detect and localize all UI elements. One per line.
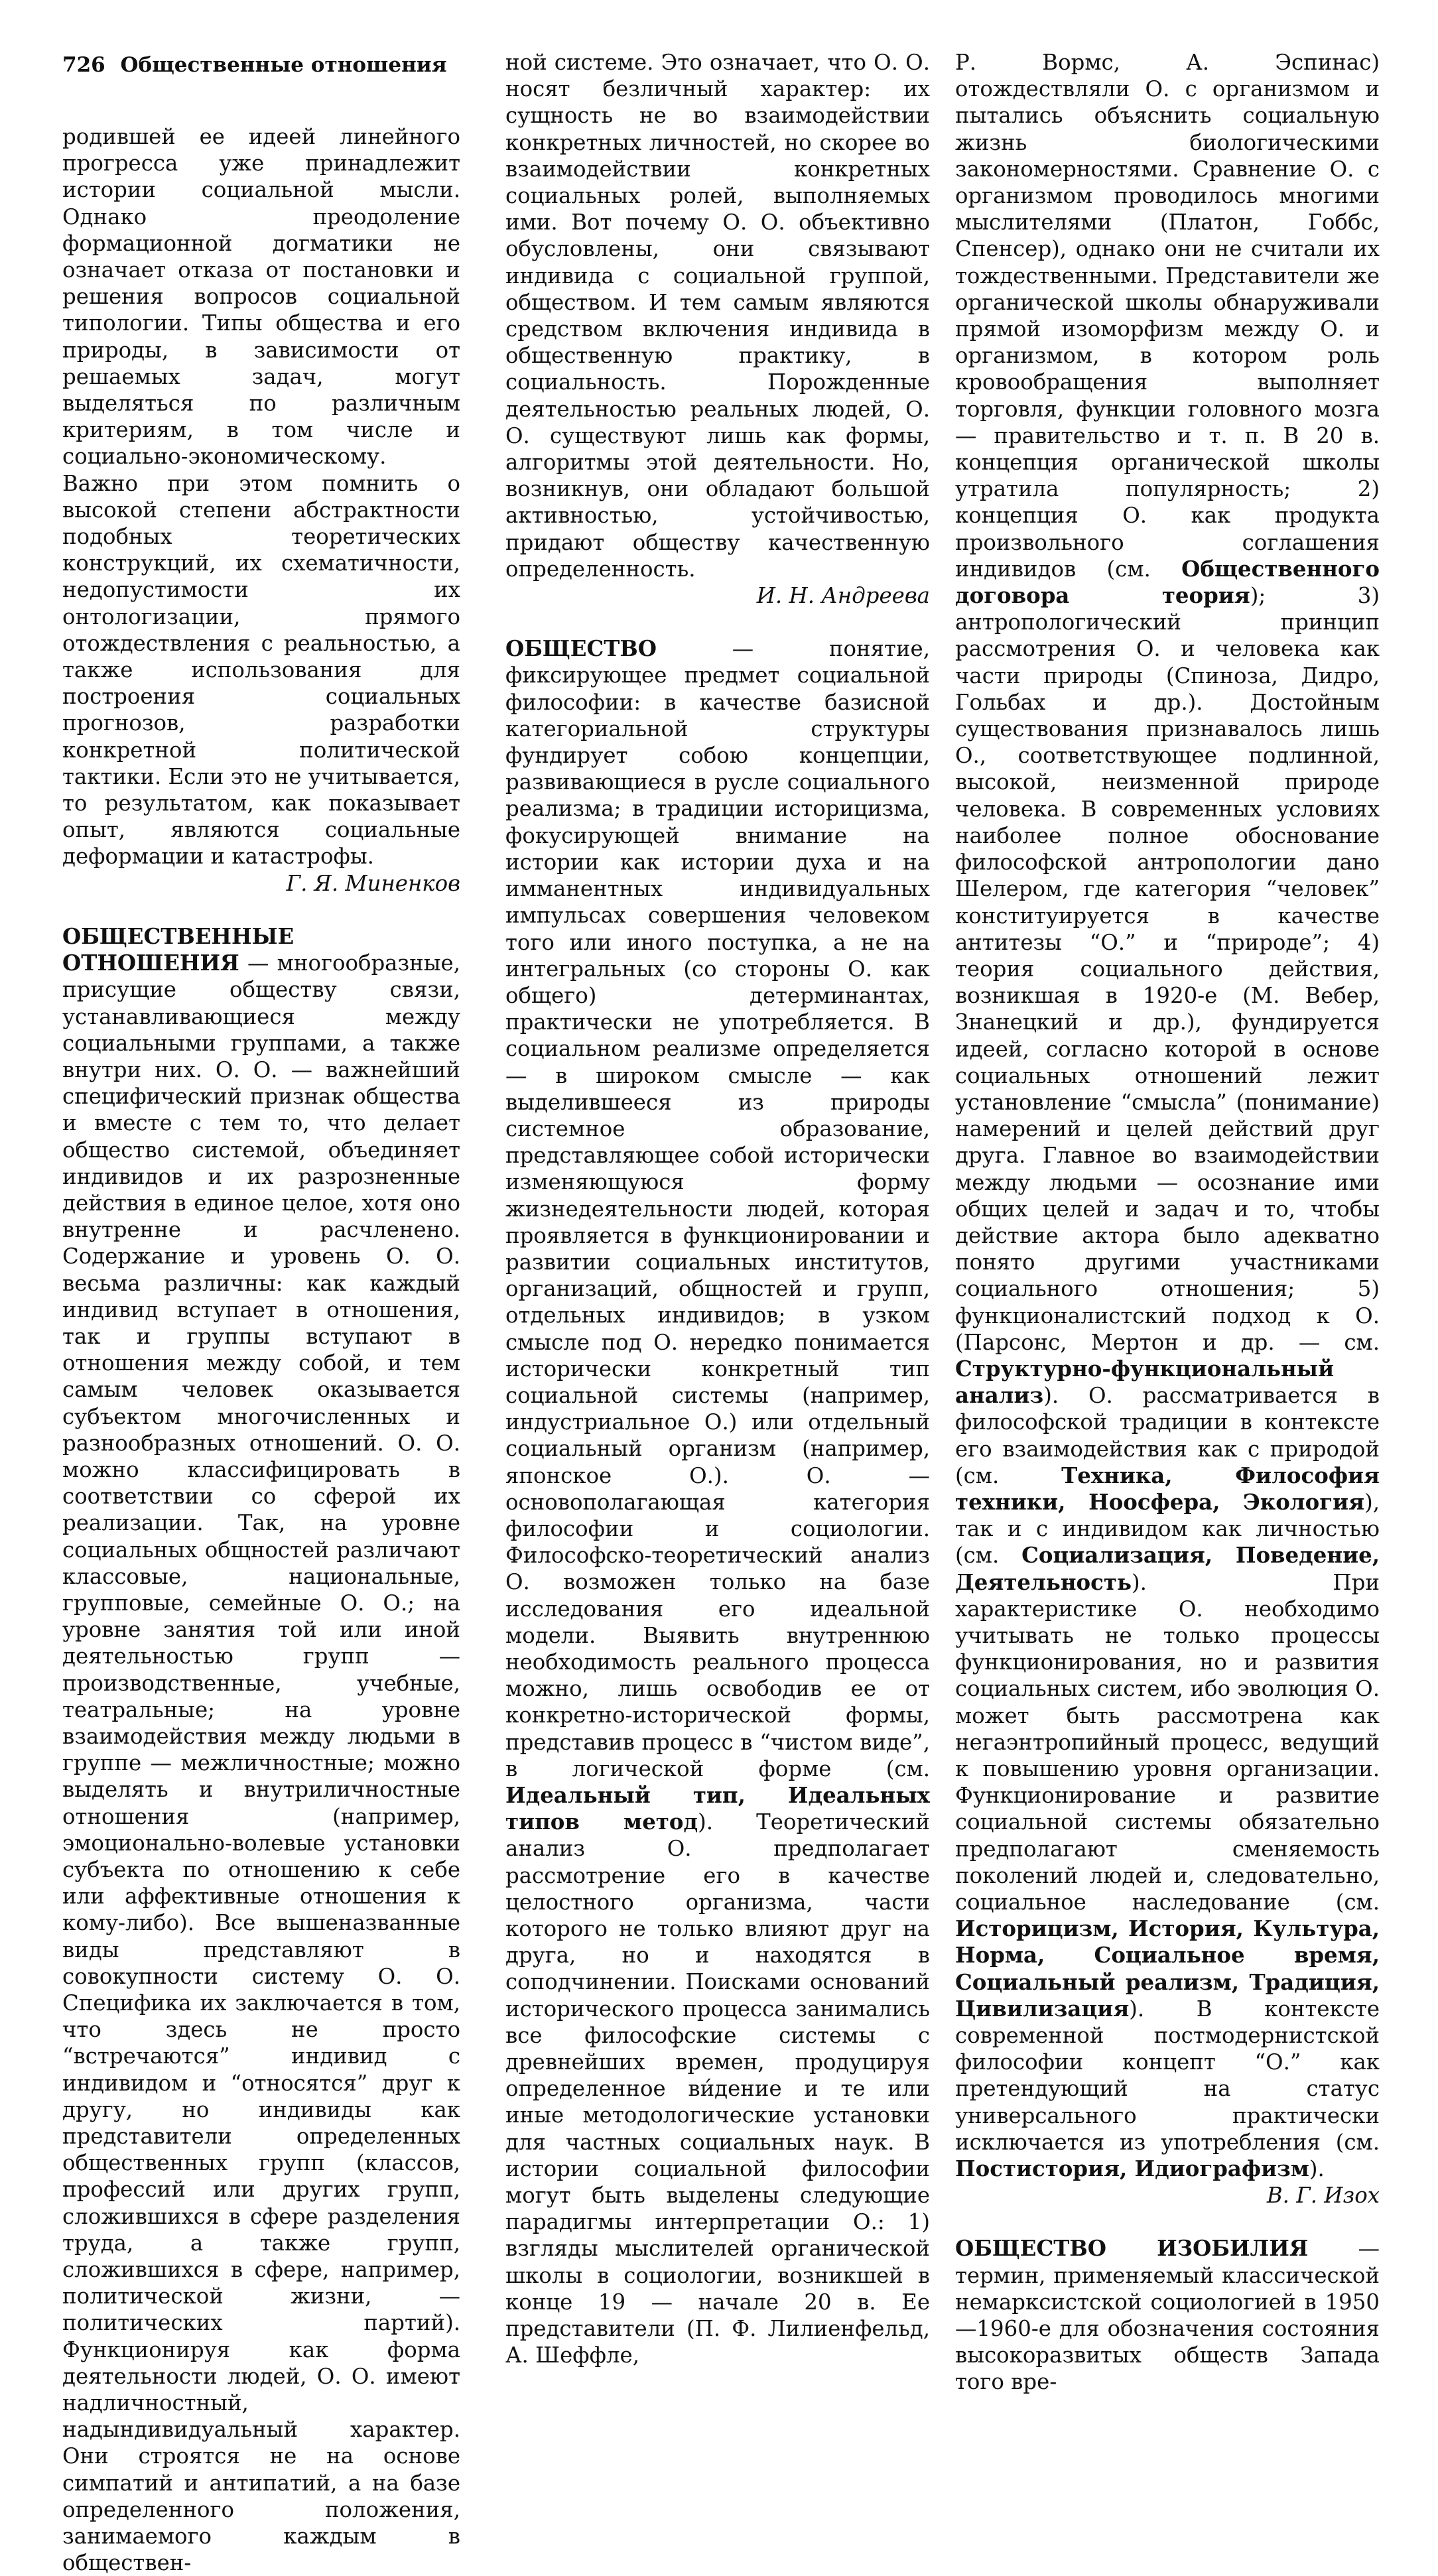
author-signature: И. Н. Андреева — [756, 583, 930, 609]
page-number: 726 — [62, 53, 105, 77]
text-run: ). При характеристике О. необходимо учитывать не только процессы функционирования, но и развития социальных систем, ибо эволюция О. может быть рассмотрена как негаэнтропийный процесс, ведущий к повышению уровня организации. Функционирование и развитие социальной системы обязательно предполагают сменяемость поколений людей и, следовательно, социальное наследование (см. — [955, 1569, 1380, 1915]
entry-term: ОБЩЕСТВЕННЫЕ ОТНОШЕНИЯ — [62, 923, 294, 976]
author-signature: Г. Я. Миненков — [286, 870, 460, 896]
author-signature: В. Г. Изох — [1266, 2183, 1380, 2209]
entry-term: ОБЩЕСТВО ИЗОБИЛИЯ — [955, 2236, 1309, 2262]
text-run: ). — [1309, 2156, 1325, 2182]
cross-reference: Историцизм, История, Культура, Норма, Социальное время, Социальный реализм, Традиция, Цивилизация — [955, 1916, 1380, 2022]
column-2 — [505, 49, 930, 2368]
text-run: ), так и с индивидом как личностью (см. — [955, 1489, 1380, 1569]
entry-text: — термин, применяемый классической немарксистской социологией в 1950—1960-е для обозначения состояния высокоразвитых обществ Запада того вре- — [955, 2236, 1380, 2395]
paragraph — [955, 49, 1380, 2182]
cross-reference: Общественного договора теория — [955, 556, 1380, 609]
entry-text: ). Теоретический анализ О. предполагает рассмотрение его в качестве целостного организма, части которого не только влияют друг на друга, но и находятся в соподчинении. Поисками оснований исторического процесса занимались все философские системы с древнейших времен, продуцируя определенное ви́дение и те или иные методологические установки для частных социальных наук. В истории социальной философии могут быть выделены следующие парадигмы интерпретации О.: 1) взгляды мыслителей органической школы в социологии, возникшей в конце 19 — начале 20 в. Ее представители (П. Ф. Лилиенфельд, А. Шеффле, — [505, 1809, 931, 2368]
entry-paragraph — [505, 635, 930, 2368]
cross-reference: Идеальный тип, Идеальных типов метод — [505, 1783, 930, 1835]
entry-text: — многообразные, присущие обществу связи, устанавливающиеся между социальными группами, а также внутри них. О. О. — важнейший специфический признак общества и вместе с тем то, что делает общество системой, объединяет индивидов и их разрозненные действия в единое целое, хотя оно внутренне и расчленено. Содержание и уровень О. О. весьма различны: как каждый индивид вступает в отношения, так и группы вступают в отношения между собой, и тем самым человек оказывается субъектом многочисленных и разнообразных отношений. О. О. можно классифицировать в соответствии со сферой их реализации. Так, на уровне социальных общностей различают классовые, национальные, групповые, семейные О. О.; на уровне занятия той или иной деятельностью групп — производственные, учебные, театральные; на уровне взаимодействия между людьми в группе — межличностные; можно выделять и внутриличностные отношения (например, эмоционально-волевые установки субъекта по отношению к себе или аффективные отношения к кому-либо). Все вышеназванные виды представляют в совокупности систему О. О. Специфика их заключается в том, что здесь не просто “встречаются” индивид с индивидом и “относятся” друг к другу, но индивиды как представители определенных общественных групп (классов, профессий или других групп, сложившихся в сфере разделения труда, а также групп, сложившихся в сфере, например, политической жизни, — политических партий). Функционируя как форма деятельности людей, О. О. имеют надличностный, надындивидуальный характер. Они строятся не на основе симпатий и антипатий, а на базе определенного положения, занимаемого каждым в обществен- — [62, 950, 460, 2576]
entry-text: — понятие, фиксирующее предмет социальной философии: в качестве базисной категориальной структуры фундирует собою концепции, развивающиеся в русле социального реализма; в традиции историцизма, фокусирующей внимание на истории как истории духа и на имманентных индивидуальных импульсах совершения человеком того или иного поступка, а не на интегральных (со стороны О. как общего) детерминантах, практически не употребляется. В социальном реализме определяется — в широком смысле — как выделившееся из природы системное образование, представляющее собой исторически изменяющуюся форму жизнедеятельности людей, которая проявляется в функционировании и развитии социальных институтов, организаций, общностей и групп, отдельных индивидов; в узком смысле под О. нередко понимается исторически конкретный тип социальной системы (например, индустриальное О.) или отдельный социальный организм (например, японское О.). О. — основополагающая категория философии и социологии. Философско-теоретический анализ О. возможен только на базе исследования его идеальной модели. Выявить внутреннюю необходимость реального процесса можно, лишь освободив ее от конкретно-исторической формы, представив процесс в “чистом виде”, в логической форме (см. — [505, 636, 930, 1781]
running-title: Общественные отношения — [120, 53, 447, 77]
text-run: ); 3) антропологический принцип рассмотрения О. и человека как части природы (Спиноза, Дидро, Гольбах и др.). Достойным существования признавалось лишь О., соответствующее подлинной, высокой, неизменной природе человека. В современных условиях наиболее полное обоснование философской антропологии дано Шелером, где категория “человек” конституируется в качестве антитезы “О.” и “природе”; 4) теория социального действия, возникшая в 1920-е (М. Вебер, Знанецкий и др.), фундируется идеей, согласно которой в основе социальных отношений лежит установление “смысла” (понимание) намерений и целей действий друг друга. Главное во взаимодействии между людьми — осознание ими общих целей и задач и то, чтобы действие актора было адекватно понято другими участниками социального отношения; 5) функционалистский подход к О. (Парсонс, Мертон и др. — см. — [955, 583, 1380, 1355]
paragraph: ной системе. Это означает, что О. О. носят безличный характер: их сущность не во взаимодействии конкретных личностей, но скорее во взаимодействии конкретных социальных ролей, выполняемых ими. Вот почему О. О. объективно обусловлены, они связывают индивида с социальной группой, обществом. И тем самым являются средством включения индивида в общественную практику, в социальность. Порожденные деятельностью реальных людей, О. О. существуют лишь как формы, алгоритмы этой деятельности. Но, возникнув, они обладают большой активностью, устойчивостью, придают обществу качественную определенность. — [505, 50, 930, 582]
entry-paragraph — [955, 2235, 1380, 2395]
cross-reference: Социализация, Поведение, Деятельность — [955, 1543, 1380, 1595]
cross-reference: Структурно-функциональный анализ — [955, 1356, 1335, 1409]
entry-paragraph — [62, 923, 460, 2576]
cross-reference: Постистория, Идиографизм — [955, 2156, 1309, 2182]
column-3 — [955, 49, 1380, 2396]
entry-term: ОБЩЕСТВО — [505, 636, 657, 662]
text-run: ). О. рассматривается в философской традиции в контексте его взаимодействия как с природой (см. — [955, 1383, 1380, 1488]
paragraph: родившей ее идеей линейного прогресса уже принадлежит истории социальной мысли. Однако преодоление формационной догматики не означает отказа от постановки и решения вопросов социальной типологии. Типы общества и его природы, в зависимости от решаемых задач, могут выделяться по различным критериям, в том числе и социально-экономическому. Важно при этом помнить о высокой степени абстрактности подобных теоретических конструкций, их схематичности, недопустимости их онтологизации, прямого отождествления с реальностью, а также использования для построения социальных прогнозов, разработки конкретной политической тактики. Если это не учитывается, то результатом, как показывает опыт, являются социальные деформации и катастрофы. — [62, 124, 460, 869]
running-header — [62, 53, 447, 77]
text-run: Р. Вормс, А. Эспинас) отождествляли О. с организмом и пытались объяснить социальную жизнь биологическими закономерностями. Сравнение О. с организмом проводилось многими мыслителями (Платон, Гоббс, Спенсер), однако они не считали их тождественными. Представители же органической школы обнаруживали прямой изоморфизм между О. и организмом, в котором роль кровообращения выполняет торговля, функции головного мозга — правительство и т. п. В 20 в. концепция органической школы утратила популярность; 2) концепция О. как продукта произвольного соглашения индивидов (см. — [955, 50, 1380, 582]
cross-reference: Техника, Философия техники, Ноосфера, Экология — [955, 1462, 1380, 1515]
column-1 — [62, 123, 460, 2576]
text-run: ). В контексте современной постмодернистской философии концепт “О.” как претендующий на статус универсального практически исключается из употребления (см. — [955, 1996, 1380, 2155]
